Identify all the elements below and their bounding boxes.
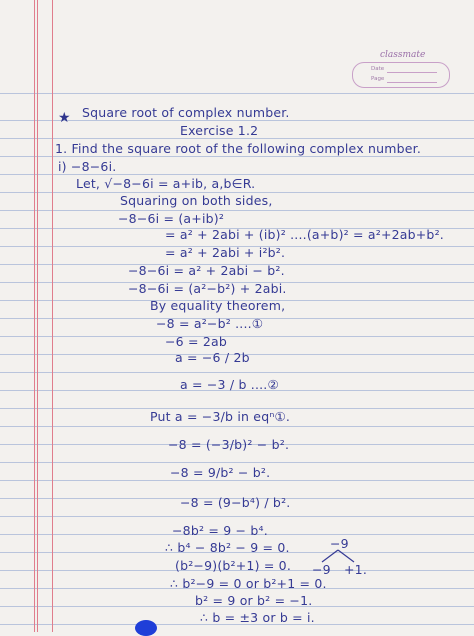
ruled-line <box>0 480 474 481</box>
note-line: a = −6 / 2b <box>175 350 250 365</box>
factor-tree-right: +1. <box>344 562 367 577</box>
note-line: −8 = a²−b² ....① <box>156 316 264 331</box>
note-line: a = −3 / b ....② <box>180 377 279 392</box>
note-title: Square root of complex number. <box>82 105 290 120</box>
note-line: Put a = −3/b in eqⁿ①. <box>150 409 291 424</box>
note-line: −8−6i = (a²−b²) + 2abi. <box>128 281 287 296</box>
margin-line <box>34 0 35 632</box>
ruled-line <box>0 174 474 175</box>
note-line: ∴ b²−9 = 0 or b²+1 = 0. <box>170 576 327 591</box>
margin-line <box>37 0 38 632</box>
stamp-brand: classmate <box>380 50 426 60</box>
note-line: Let, √−8−6i = a+ib, a,b∈R. <box>76 176 256 191</box>
ruled-line <box>0 462 474 463</box>
note-line: Squaring on both sides, <box>120 193 273 208</box>
note-line: = a² + 2abi + (ib)² ....(a+b)² = a²+2ab+b². <box>165 227 444 242</box>
note-line: −6 = 2ab <box>165 334 227 349</box>
ruled-line <box>0 93 474 94</box>
note-line: −8 = (9−b⁴) / b². <box>180 495 291 510</box>
note-line: By equality theorem, <box>150 298 286 313</box>
ink-blot <box>135 620 157 636</box>
note-line: −8 = (−3/b)² − b². <box>168 437 290 452</box>
note-line: −8−6i = (a+ib)² <box>118 211 225 226</box>
factor-tree-branches <box>318 549 358 563</box>
note-line: ∴ b⁴ − 8b² − 9 = 0. <box>165 540 290 555</box>
note-line: b² = 9 or b² = −1. <box>195 593 313 608</box>
note-line: i) −8−6i. <box>58 159 117 174</box>
note-line: ∴ b = ±3 or b = i. <box>200 610 315 625</box>
note-line: (b²−9)(b²+1) = 0. <box>175 558 291 573</box>
ruled-line <box>0 138 474 139</box>
exercise-heading: Exercise 1.2 <box>180 123 259 138</box>
ruled-line <box>0 156 474 157</box>
notebook-stamp <box>350 52 460 92</box>
ruled-line <box>0 426 474 427</box>
note-line: −8 = 9/b² − b². <box>170 465 271 480</box>
note-line: −8−6i = a² + 2abi − b². <box>128 263 285 278</box>
note-line: = a² + 2abi + i²b². <box>165 245 286 260</box>
stamp-page-line <box>387 82 437 83</box>
note-line: −8b² = 9 − b⁴. <box>172 523 268 538</box>
factor-tree-left: −9 <box>312 562 331 577</box>
stamp-date-line <box>387 72 437 73</box>
ruled-line <box>0 336 474 337</box>
star-bullet-icon: ★ <box>58 110 71 126</box>
stamp-page-label: Page <box>371 76 385 82</box>
ruled-line <box>0 372 474 373</box>
question-text: 1. Find the square root of the following complex number. <box>55 141 421 156</box>
ruled-line <box>0 210 474 211</box>
ruled-line <box>0 120 474 121</box>
factor-tree-top: −9 <box>330 536 349 551</box>
ruled-line <box>0 516 474 517</box>
margin-line <box>52 0 53 632</box>
stamp-date-label: Date <box>371 66 385 72</box>
stamp-frame <box>352 62 450 88</box>
